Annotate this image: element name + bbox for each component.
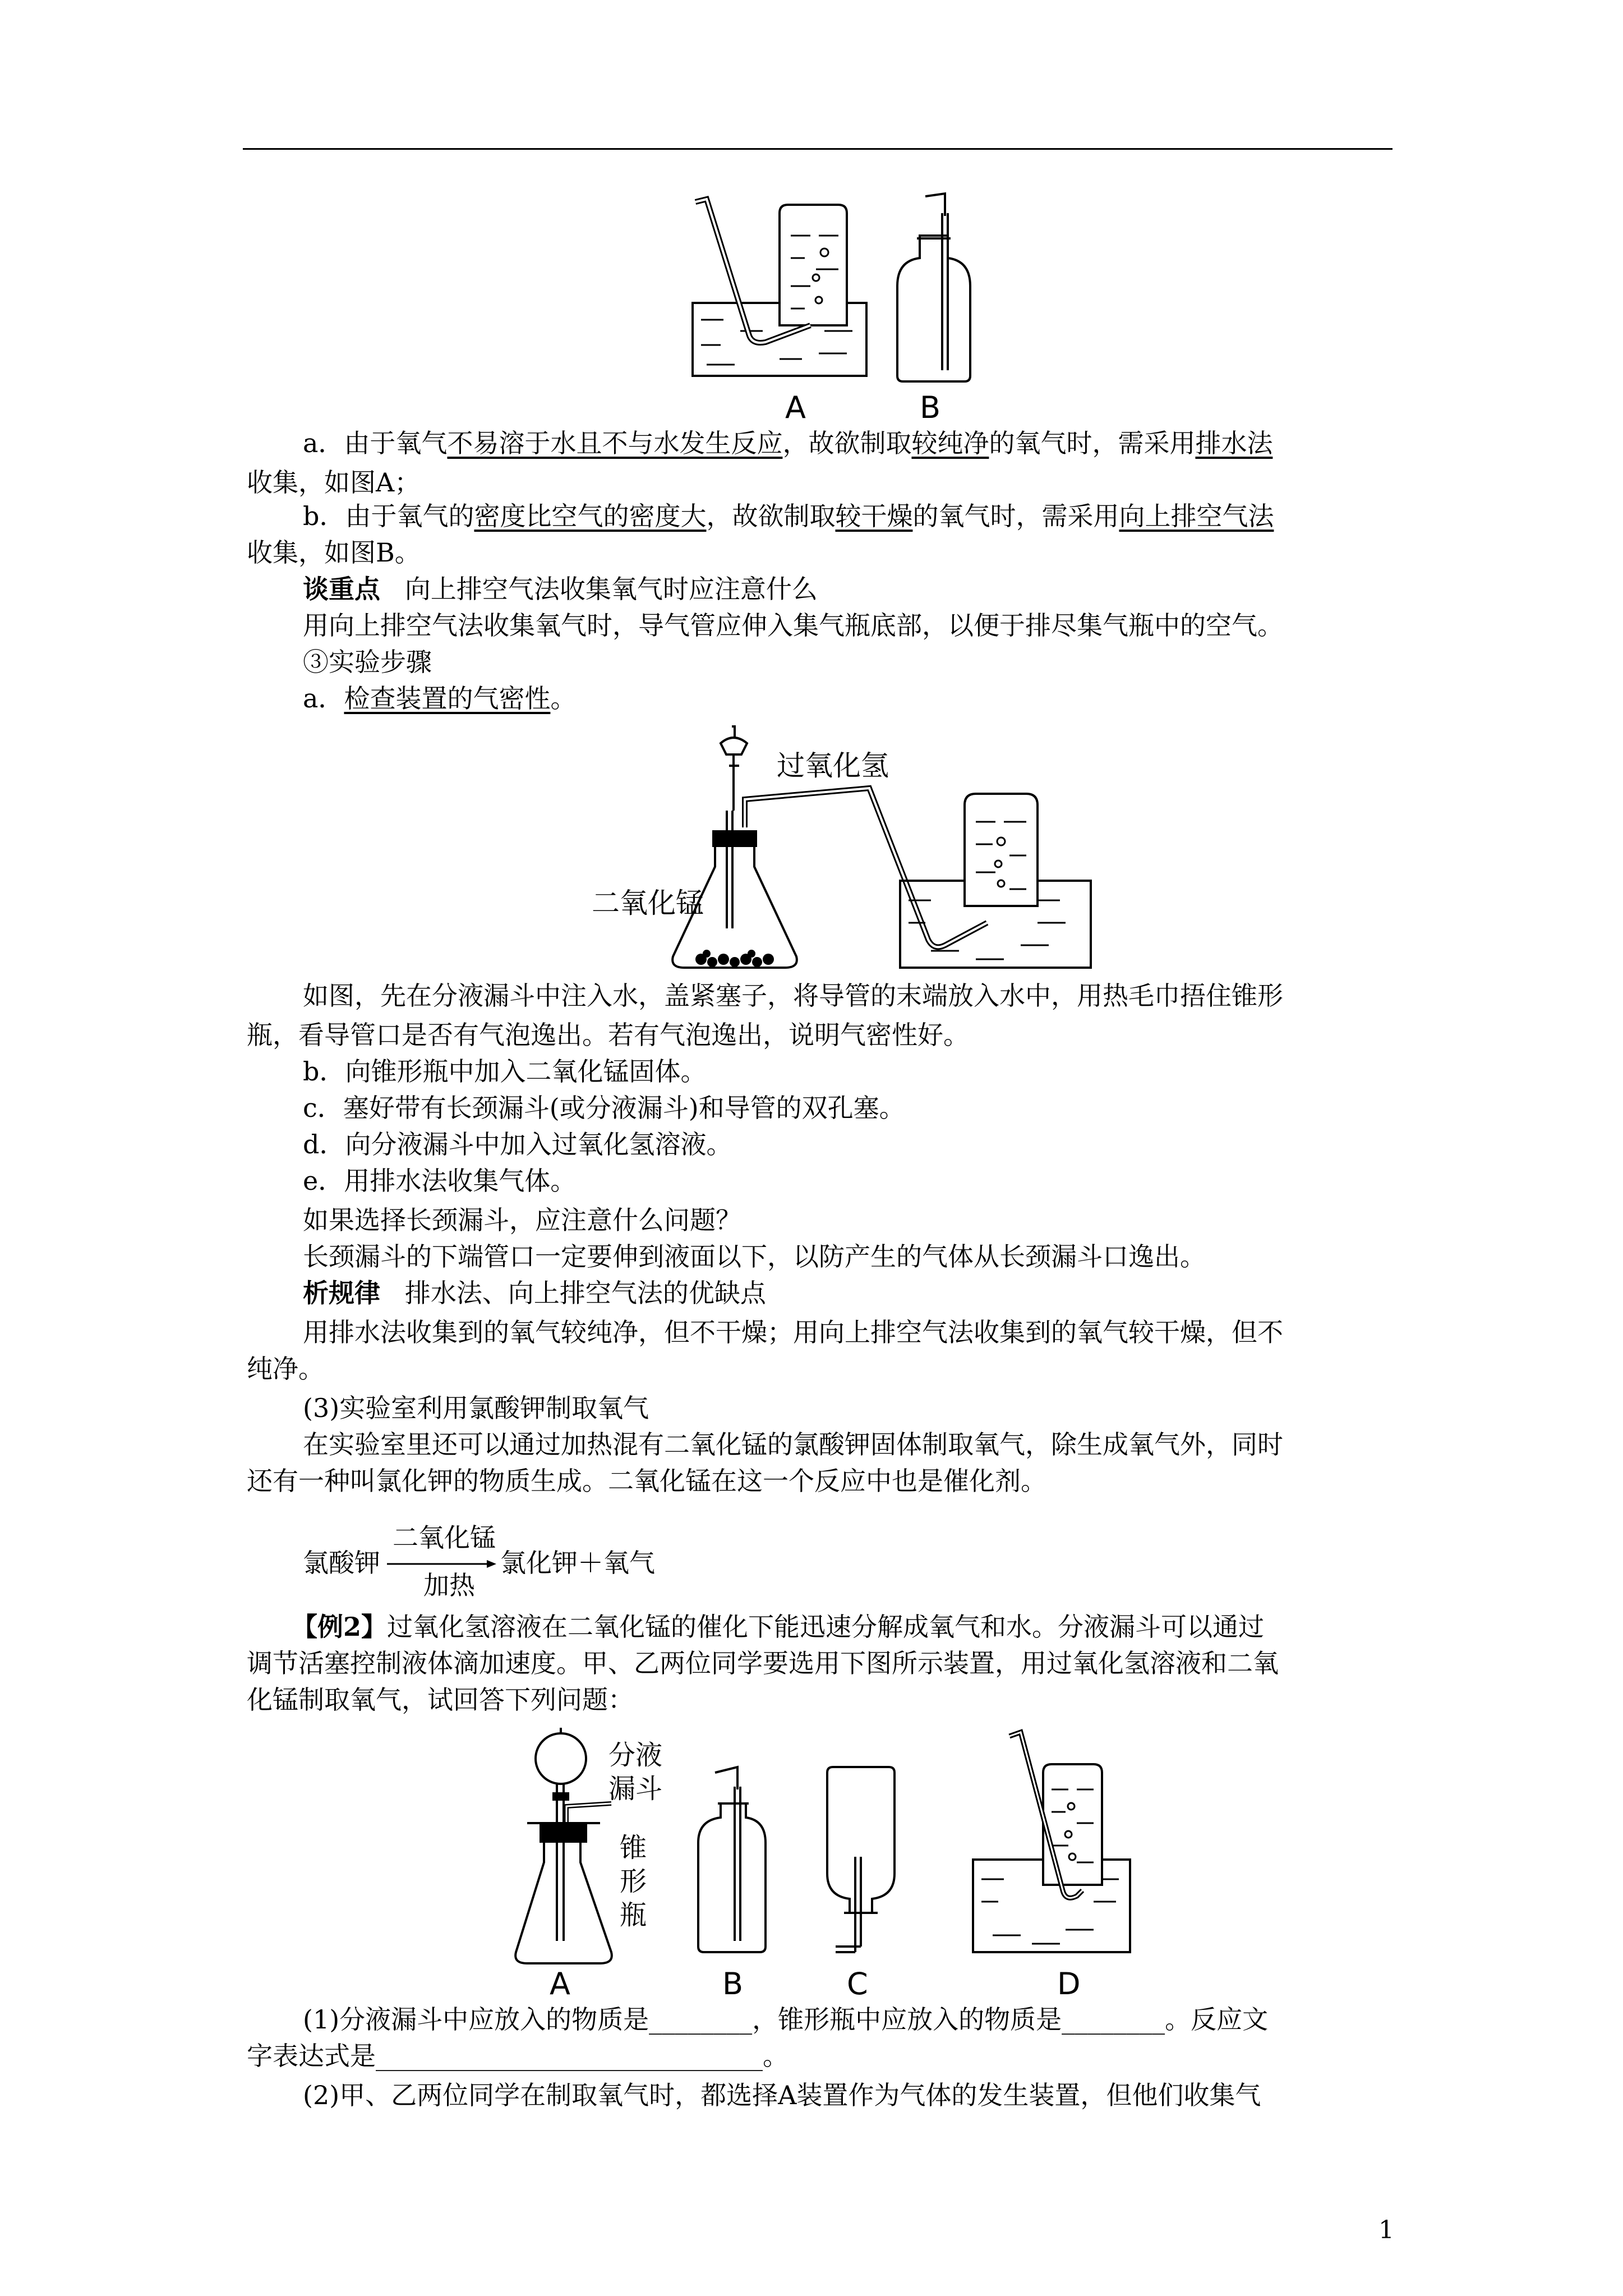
section3-line1: 在实验室里还可以通过加热混有二氧化锰的氯酸钾固体制取氧气，除生成氧气外，同时 — [303, 1429, 1283, 1460]
figure3-label-a: A — [550, 1966, 570, 2001]
focus-answer: 用向上排空气法收集氧气时，导气管应伸入集气瓶底部，以便于排尽集气瓶中的空气。 — [303, 610, 1283, 641]
header-rule — [243, 148, 1393, 150]
check-para-line2: 瓶，看导管口是否有气泡逸出。若有气泡逸出，说明气密性好。 — [247, 1020, 969, 1050]
underlined-text: 排水法 — [1195, 428, 1273, 458]
example2-line2: 调节活塞控制液体滴加速度。甲、乙两位同学要选用下图所示装置，用过氧化氢溶液和二氧 — [247, 1648, 1279, 1678]
figure2-label-mno2: 二氧化锰 — [592, 887, 704, 919]
text: 的氧气时，需采用 — [989, 428, 1196, 458]
q2-line1: (2)甲、乙两位同学在制取氧气时，都选择A装置作为气体的发生装置，但他们收集气 — [303, 2080, 1261, 2110]
answer: 长颈漏斗的下端管口一定要伸到液面以下，以防产生的气体从长颈漏斗口逸出。 — [303, 1241, 1206, 1272]
rule-text-line2: 纯净。 — [247, 1354, 324, 1384]
step-a — [303, 682, 576, 715]
figure-apparatus-abcd — [505, 1722, 1206, 2003]
steps-title: ③实验步骤 — [303, 647, 432, 677]
focus-title: 谈重点 — [303, 574, 380, 604]
rule-heading — [303, 1276, 766, 1310]
figure3-label-c: C — [847, 1966, 868, 2001]
step-d: d．向分液漏斗中加入过氧化氢溶液。 — [303, 1129, 732, 1159]
para-a-line1 — [303, 426, 1272, 460]
underlined-text: 检查装置的气密性 — [344, 683, 551, 714]
equation-reactant: 氯酸钾 — [303, 1548, 380, 1578]
figure3-label-flask-1: 锥 — [620, 1832, 647, 1864]
q1-line1: (1)分液漏斗中应放入的物质是________，锥形瓶中应放入的物质是________。反应文 — [303, 2004, 1269, 2035]
rule-text-line1: 用排水法收集到的氧气较纯净，但不干燥；用向上排空气法收集到的氧气较干燥，但不 — [303, 1317, 1283, 1347]
underlined-text: 较纯净 — [911, 428, 989, 458]
underlined-text: 密度比空气的密度大 — [474, 501, 707, 531]
figure-water-displacement-and-upward-air — [690, 191, 1026, 426]
figure3-label-b: B — [722, 1966, 744, 2001]
focus-text: 向上排空气法收集氧气时应注意什么 — [404, 574, 818, 604]
underlined-text: 向上排空气法 — [1119, 501, 1274, 531]
para-b-line2: 收集，如图B。 — [247, 537, 421, 568]
text: b．由于氧气的 — [303, 501, 474, 531]
example2-line3: 化锰制取氧气，试回答下列问题： — [247, 1685, 634, 1715]
equation-products: 氯化钾＋氧气 — [500, 1548, 655, 1578]
focus-heading — [303, 572, 818, 606]
underlined-text: 不易溶于水且不与水发生反应 — [447, 428, 783, 458]
check-para-line1: 如图，先在分液漏斗中注入水，盖紧塞子，将导管的末端放入水中，用热毛巾捂住锥形 — [303, 981, 1283, 1011]
text: 。 — [550, 683, 577, 714]
text: ，故欲制取 — [706, 501, 836, 531]
figure-h2o2-apparatus — [594, 721, 1110, 979]
equation-condition-above: 二氧化锰 — [393, 1522, 496, 1553]
figure1-label-b: B — [920, 390, 941, 425]
figure3-label-flask-3: 瓶 — [620, 1899, 647, 1931]
figure2-label-h2o2: 过氧化氢 — [777, 749, 889, 782]
rule-text: 排水法、向上排空气法的优缺点 — [404, 1278, 766, 1308]
figure3-label-funnel-2: 漏斗 — [608, 1773, 663, 1805]
figure3-label-flask-2: 形 — [620, 1866, 647, 1897]
para-a-line2: 收集，如图A； — [247, 467, 421, 498]
rule-title: 析规律 — [303, 1278, 380, 1308]
text: a．由于氧气 — [303, 428, 448, 458]
question: 如果选择长颈漏斗，应注意什么问题？ — [303, 1205, 741, 1235]
step-c: c．塞好带有长颈漏斗(或分液漏斗)和导管的双孔塞。 — [303, 1093, 905, 1123]
example-tag: 【例2】 — [292, 1612, 388, 1642]
underlined-text: 较干燥 — [835, 501, 913, 531]
para-b-line1 — [303, 499, 1274, 533]
step-e: e．用排水法收集气体。 — [303, 1166, 577, 1196]
text: 的氧气时，需采用 — [912, 501, 1119, 531]
figure3-label-funnel-1: 分液 — [608, 1740, 663, 1771]
example2-line1 — [292, 1610, 1264, 1644]
text: a． — [303, 683, 344, 714]
equation-condition-below: 加热 — [423, 1570, 475, 1600]
figure1-label-a: A — [785, 390, 806, 425]
q1-line2: 字表达式是______________________________。 — [247, 2041, 789, 2071]
text: ，故欲制取 — [782, 428, 912, 458]
step-b: b．向锥形瓶中加入二氧化锰固体。 — [303, 1056, 707, 1087]
page-number: 1 — [1378, 2216, 1394, 2244]
text: 过氧化氢溶液在二氧化锰的催化下能迅速分解成氧气和水。分液漏斗可以通过 — [387, 1612, 1265, 1642]
figure3-label-d: D — [1057, 1966, 1081, 2001]
section3-line2: 还有一种叫氯化钾的物质生成。二氧化锰在这一个反应中也是催化剂。 — [247, 1466, 1046, 1496]
section3-title: (3)实验室利用氯酸钾制取氧气 — [303, 1393, 649, 1423]
